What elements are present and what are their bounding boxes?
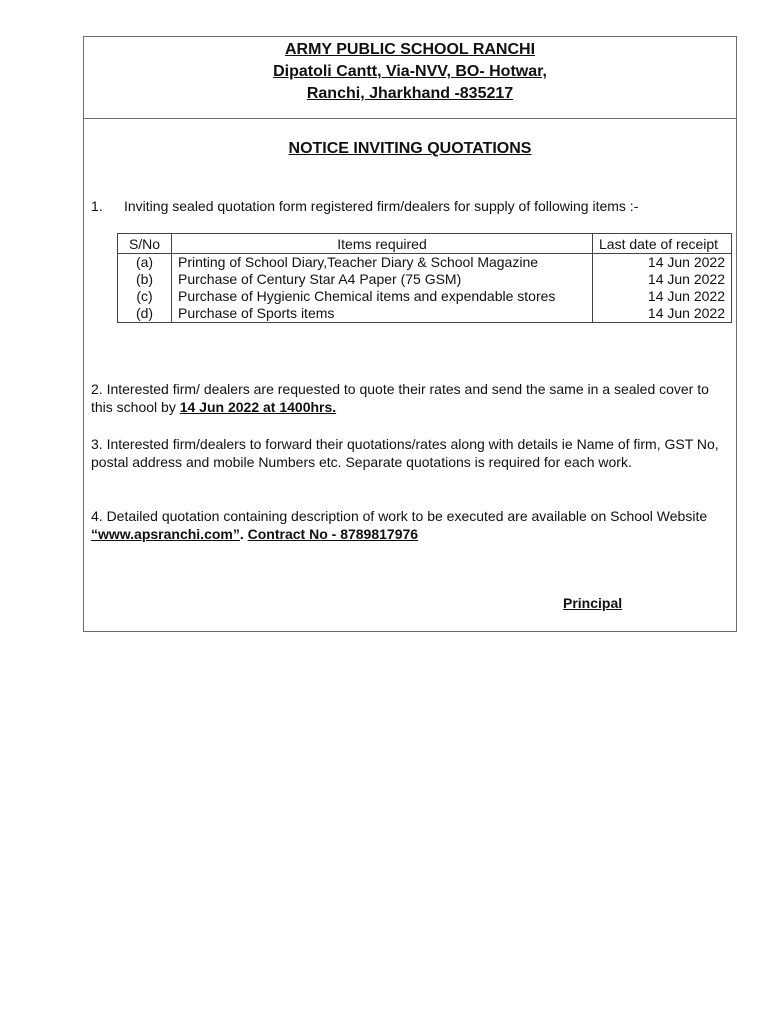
row-sno: (c) (118, 288, 172, 305)
point-1-number: 1. (91, 198, 103, 214)
school-header (84, 37, 736, 119)
school-name: ARMY PUBLIC SCHOOL RANCHI (284, 41, 536, 58)
row-sno: (b) (118, 271, 172, 288)
row-sno: (d) (118, 305, 172, 323)
point-1 (91, 198, 736, 214)
table-row (118, 288, 732, 305)
principal-signature: Principal (563, 595, 623, 611)
header-date: Last date of receipt (593, 234, 732, 254)
row-item: Purchase of Hygienic Chemical items and expendable stores (172, 288, 593, 305)
row-item: Purchase of Sports items (172, 305, 593, 323)
point-4 (91, 507, 727, 543)
point-2-text: 2. Interested firm/ dealers are requested to quote their rates and send the same in a sealed cover to this school by (91, 381, 709, 415)
header-items: Items required (172, 234, 593, 254)
contact-number: Contract No - 8789817976 (247, 526, 419, 542)
point-2-deadline: 14 Jun 2022 at 1400hrs. (179, 399, 337, 415)
school-website-link[interactable]: “www.apsranchi.com” (91, 526, 240, 542)
point-3 (91, 435, 727, 471)
notice-title: NOTICE INVITING QUOTATIONS (288, 140, 532, 157)
row-date: 14 Jun 2022 (593, 254, 732, 272)
table-header-row (118, 234, 732, 254)
items-table (117, 233, 732, 323)
point-4-text: 4. Detailed quotation containing description of work to be executed are available on School Website (91, 508, 708, 524)
row-date: 14 Jun 2022 (593, 305, 732, 323)
row-item: Printing of School Diary,Teacher Diary & School Magazine (172, 254, 593, 272)
point-1-text: Inviting sealed quotation form registered firm/dealers for supply of following items :- (124, 198, 639, 214)
row-date: 14 Jun 2022 (593, 271, 732, 288)
point-2 (91, 380, 727, 416)
row-date: 14 Jun 2022 (593, 288, 732, 305)
table-row (118, 271, 732, 288)
notice-frame (83, 36, 737, 632)
school-address-line2: Ranchi, Jharkhand -835217 (306, 85, 514, 102)
row-sno: (a) (118, 254, 172, 272)
point-4-separator: . (239, 526, 248, 542)
school-address-line1: Dipatoli Cantt, Via-NVV, BO- Hotwar, (273, 63, 547, 80)
table-row (118, 305, 732, 323)
row-item: Purchase of Century Star A4 Paper (75 GSM) (172, 271, 593, 288)
point-3-text: 3. Interested firm/dealers to forward their quotations/rates along with details ie Name of firm, GST No, postal address and mobile Numbers etc. Separate quotations is required for each work. (91, 436, 719, 470)
table-row (118, 254, 732, 272)
header-sno: S/No (118, 234, 172, 254)
